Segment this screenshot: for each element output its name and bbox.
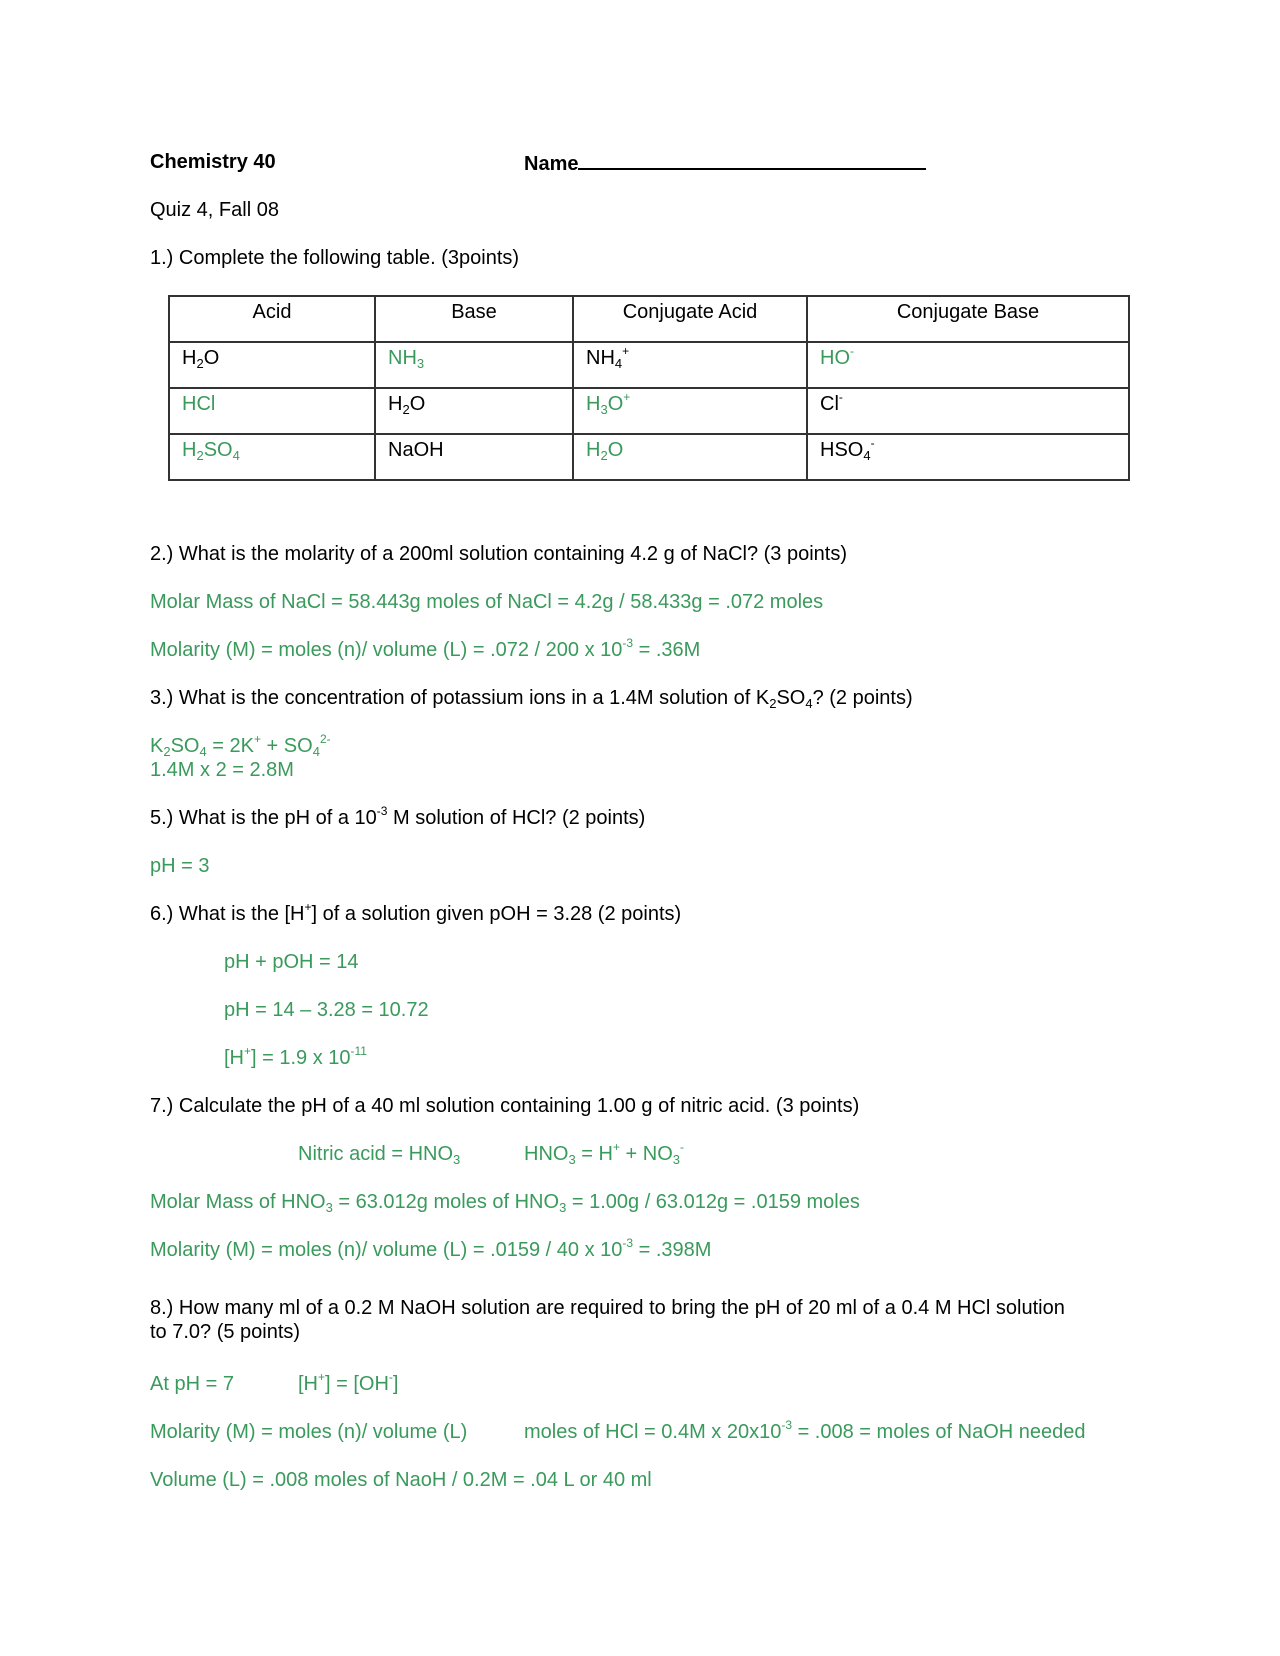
name-field[interactable] (524, 150, 926, 176)
cell-conjugate-base-answer: HO- (807, 342, 1129, 388)
header-conjugate-base: Conjugate Base (807, 296, 1129, 342)
q6-prompt: 6.) What is the [H+] of a solution given pOH = 3.28 (2 points) (150, 900, 682, 925)
header-base: Base (375, 296, 573, 342)
cell-acid-answer: $H_2SO_4$ (169, 434, 375, 480)
cell-conjugate-acid-answer: $H_2O$ (573, 434, 807, 480)
header-acid: Acid (169, 296, 375, 342)
q2-prompt: 2.) What is the molarity of a 200ml solution containing 4.2 g of NaCl? (3 points) (150, 543, 848, 565)
table-row (169, 388, 1129, 434)
table-header-row (169, 296, 1129, 342)
q7-answer-nitric: Nitric acid = $HNO_3$ (298, 1143, 461, 1167)
cell-conjugate-acid-answer: $H_3O^+$ (573, 388, 807, 434)
q5-prompt: 5.) What is the pH of a $10^{-3}$ M solution of HCl? (2 points) (150, 804, 646, 829)
q8-prompt-line1: 8.) How many ml of a 0.2 M NaOH solution are required to bring the pH of 20 ml of a 0.4 M HCl solution (150, 1297, 1065, 1319)
table-row (169, 342, 1129, 388)
name-label: Name (524, 153, 579, 175)
q6-answer-line3: [H+] = 1.9 x $10^{-11}$ (224, 1044, 367, 1069)
q3-answer-result: 1.4M x 2 = 2.8M (150, 759, 294, 781)
cell-base: $H_2O$ (375, 388, 573, 434)
name-blank[interactable] (578, 150, 926, 170)
q8-answer-ph: At pH = 7 (150, 1373, 234, 1395)
q7-prompt: 7.) Calculate the pH of a 40 ml solution containing 1.00 g of nitric acid. (3 points) (150, 1095, 860, 1117)
q8-prompt-line2: to 7.0? (5 points) (150, 1321, 301, 1343)
cell-conjugate-acid: $NH_4^+$ (573, 342, 807, 388)
q5-answer: pH = 3 (150, 855, 210, 877)
q3-answer-equation: $K_2SO_4 = 2K^+ + SO_4^{2-}$ (150, 732, 331, 759)
q8-answer-molarity: Molarity (M) = moles (n)/ volume (L) (150, 1421, 468, 1443)
cell-acid: $H_2O$ (169, 342, 375, 388)
cell-base-answer: $NH_3$ (375, 342, 573, 388)
cell-acid-answer: HCl (169, 388, 375, 434)
q7-answer-molarity: Molarity (M) = moles (n)/ volume (L) = .0159 / 40 x $10^{-3} = .398M$ (150, 1236, 712, 1261)
course-title: Chemistry 40 (150, 151, 276, 173)
q6-answer-line1: pH + pOH = 14 (224, 951, 359, 973)
q8-answer-equality: [H+] = [OH-] (298, 1370, 399, 1395)
q8-answer-volume: Volume (L) = .008 moles of NaoH / 0.2M = .04 L or 40 ml (150, 1469, 652, 1491)
q7-answer-dissociation: $HNO_3 = H^+ + NO_3^-$ (524, 1140, 684, 1167)
cell-conjugate-base: Cl- (807, 388, 1129, 434)
q2-answer-line2: Molarity (M) = moles (n)/ volume (L) = .072 / 200 x $10^{-3} = .36M$ (150, 636, 701, 661)
acid-base-table (168, 295, 1130, 481)
header-conjugate-acid: Conjugate Acid (573, 296, 807, 342)
q8-answer-moles: moles of HCl = 0.4M x $20x10^{-3} = .008$ = moles of NaOH needed (524, 1418, 1086, 1443)
q2-answer-line1: Molar Mass of NaCl = 58.443g moles of NaCl = 4.2g / 58.433g = .072 moles (150, 591, 824, 613)
cell-conjugate-base: $HSO_4^-$ (807, 434, 1129, 480)
cell-base: NaOH (375, 434, 573, 480)
q3-prompt: 3.) What is the concentration of potassium ions in a 1.4M solution of $K_2SO_4$? (2 points) (150, 687, 913, 711)
table-row (169, 434, 1129, 480)
q1-prompt: 1.) Complete the following table. (3points) (150, 247, 520, 269)
q6-answer-line2: pH = 14 – 3.28 = 10.72 (224, 999, 429, 1021)
quiz-subtitle: Quiz 4, Fall 08 (150, 199, 279, 221)
q7-answer-molar-mass: Molar Mass of $HNO_3 = 63.012g$ moles of $HNO_3 = 1.00g / 63.012g = .0159$ moles (150, 1191, 860, 1215)
